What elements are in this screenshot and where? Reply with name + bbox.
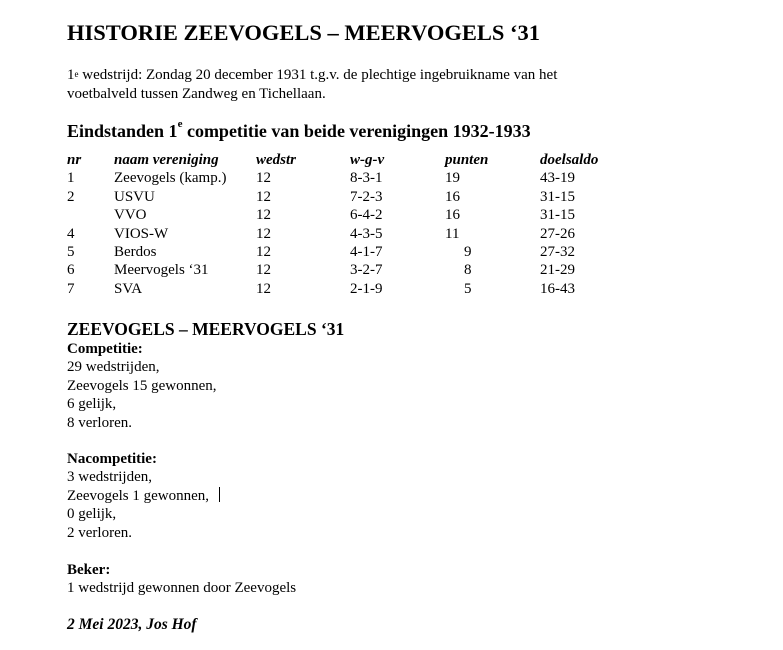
beker-block bbox=[67, 561, 296, 598]
beker-line: 1 wedstrijd gewonnen door Zeevogels bbox=[67, 580, 297, 597]
nacompetitie-line: 3 wedstrijden, bbox=[67, 469, 152, 486]
col-header-naam: naam vereniging bbox=[114, 152, 219, 168]
summary-title: ZEEVOGELS – MEERVOGELS ‘31 bbox=[67, 319, 345, 339]
intro-line-1-text: wedstrijd: Zondag 20 december 1931 t.g.v. de plechtige ingebruikname van het bbox=[78, 67, 558, 83]
competitie-line: Zeevogels 15 gewonnen, bbox=[67, 377, 217, 394]
competitie-line: 6 gelijk, bbox=[67, 396, 117, 413]
competitie-line: 8 verloren. bbox=[67, 414, 132, 431]
competitie-line: 29 wedstrijden, bbox=[67, 359, 160, 376]
nacompetitie-line: Zeevogels 1 gewonnen, bbox=[67, 487, 220, 505]
text-cursor bbox=[219, 487, 220, 502]
col-header-nr: nr bbox=[67, 152, 82, 168]
signature: 2 Mei 2023, Jos Hof bbox=[67, 616, 197, 633]
col-header-wgv: w-g-v bbox=[350, 152, 385, 168]
col-header-doelsaldo: doelsaldo bbox=[540, 152, 599, 168]
intro-ordinal: 1 bbox=[67, 67, 75, 83]
col-header-wedstr: wedstr bbox=[256, 152, 297, 168]
competitie-block bbox=[67, 340, 217, 432]
intro-line-1 bbox=[67, 66, 627, 85]
nacompetitie-line: 2 verloren. bbox=[67, 524, 132, 541]
competitie-label: Competitie: bbox=[67, 341, 143, 357]
intro-line-2: voetbalveld tussen Zandweg en Tichellaan. bbox=[67, 86, 326, 102]
standings-heading: Eindstanden 1e competitie van beide verenigingen 1932-1933 bbox=[67, 118, 531, 141]
intro-paragraph bbox=[67, 66, 627, 104]
beker-label: Beker: bbox=[67, 562, 111, 578]
page-title: HISTORIE ZEEVOGELS – MEERVOGELS ‘31 bbox=[67, 20, 541, 45]
nacompetitie-line: 0 gelijk, bbox=[67, 506, 117, 523]
nacompetitie-label: Nacompetitie: bbox=[67, 451, 157, 467]
nacompetitie-block bbox=[67, 450, 220, 542]
col-header-punten: punten bbox=[445, 152, 489, 168]
intro-ordinal-sup: e bbox=[74, 69, 79, 79]
